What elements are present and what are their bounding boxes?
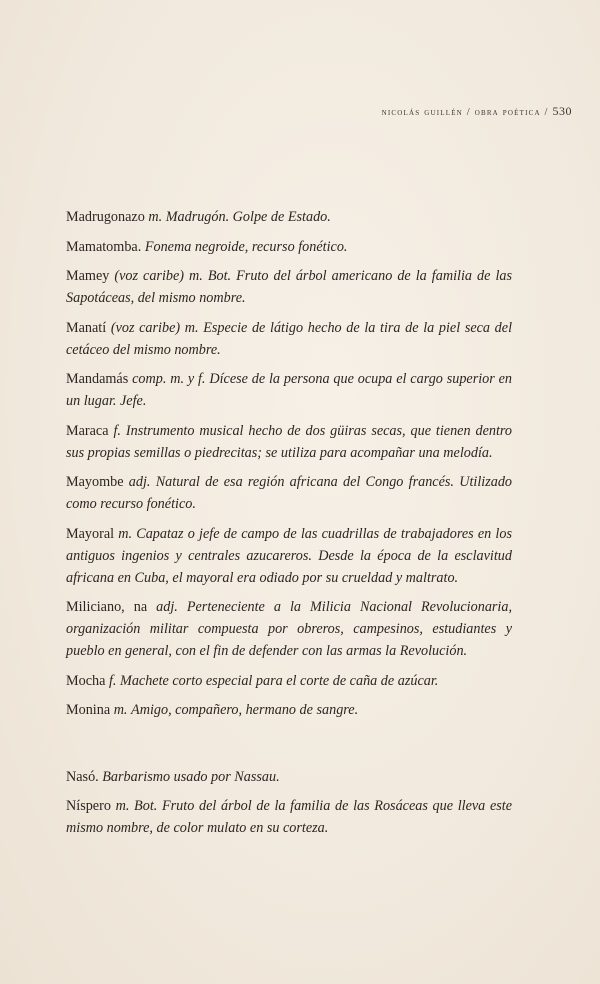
glossary-entry (66, 420, 512, 464)
glossary-entry (66, 795, 512, 839)
entry-grammar: (voz caribe) m. Bot. (114, 268, 232, 284)
entries-group-m (66, 206, 512, 721)
entry-definition: Fruto del árbol americano de la familia de las Sapotáceas, del mismo nombre. (66, 268, 512, 306)
entry-headword: Mayoral (66, 525, 115, 542)
section-gap (66, 729, 512, 766)
glossary-entry (66, 236, 512, 258)
glossary-entry (66, 670, 512, 692)
entry-headword: Mayombe (66, 474, 124, 490)
glossary-entry (66, 368, 512, 412)
entry-definition: Perteneciente a la Milicia Nacional Revolucionaria, organización militar compuesta por obreros, campesinos, estudiantes y pueblo en general, con el fin de defender con las armas la Revolución. (66, 599, 513, 659)
entry-definition: Dícese de la persona que ocupa el cargo superior en un lugar. Jefe. (66, 371, 513, 409)
page-number: 530 (552, 104, 572, 118)
entry-grammar: m. Bot. (115, 798, 158, 814)
glossary-entry (66, 596, 512, 662)
entry-grammar: (voz caribe) m. (110, 319, 199, 336)
entry-headword: Monina (66, 702, 111, 718)
entry-grammar: f. (108, 672, 117, 689)
entry-headword: Nasó. (66, 768, 99, 785)
glossary-entry (66, 471, 512, 515)
entry-definition: Especie de látigo hecho de la tira de la piel seca del cetáceo del mismo nombre. (66, 319, 513, 358)
running-title: nicolás guillén / obra poética / (381, 107, 549, 118)
entry-definition: Instrumento musical hecho de dos güiras secas, que tienen dentro sus propias semillas o piedrecitas; se utiliza para acompañar una melodía. (66, 422, 513, 461)
entry-grammar: adj. (156, 599, 178, 615)
entry-headword: Manatí (66, 319, 107, 336)
glossary-entry (66, 317, 512, 361)
glossary-entries (66, 206, 512, 847)
entry-headword: Mamatomba. (66, 238, 142, 255)
entry-grammar: m. (118, 525, 133, 542)
entry-definition: Natural de esa región africana del Congo francés. Utilizado como recurso fonético. (66, 474, 513, 512)
entry-headword: Miliciano, na (66, 599, 148, 615)
glossary-entry (66, 206, 512, 228)
entry-grammar: m. (148, 209, 163, 225)
entry-definition: Fruto del árbol de la familia de las Rosáceas que lleva este mismo nombre, de color mulato en su corteza. (66, 798, 513, 836)
entry-definition: Madrugón. Golpe de Estado. (165, 209, 331, 225)
entry-grammar: comp. m. y f. (132, 371, 206, 387)
entry-headword: Madrugonazo (66, 209, 145, 225)
entry-definition: Machete corto especial para el corte de caña de azúcar. (120, 672, 439, 689)
entries-group-n (66, 766, 512, 840)
entry-headword: Níspero (66, 798, 111, 814)
glossary-entry (66, 265, 512, 309)
entry-grammar: m. (113, 702, 128, 718)
entry-headword: Mandamás (66, 371, 129, 387)
glossary-entry (66, 766, 512, 788)
entry-grammar: adj. (128, 474, 151, 490)
entry-definition: Amigo, compañero, hermano de sangre. (131, 702, 359, 718)
glossary-entry (66, 699, 512, 721)
glossary-entry (66, 523, 512, 589)
entry-grammar: f. (113, 422, 121, 439)
entry-definition: Barbarismo usado por Nassau. (102, 768, 280, 785)
entry-headword: Mocha (66, 672, 106, 689)
entry-definition: Fonema negroide, recurso fonético. (144, 238, 348, 255)
entry-headword: Maraca (66, 422, 109, 439)
running-head (300, 104, 572, 119)
entry-definition: Capataz o jefe de campo de las cuadrillas de trabajadores en los antiguos ingenios y centrales azucareros. Desde la época de la esclavitud africana en Cuba, el mayoral era odiado por su crueldad y maltrato. (66, 525, 512, 586)
entry-headword: Mamey (66, 268, 110, 284)
